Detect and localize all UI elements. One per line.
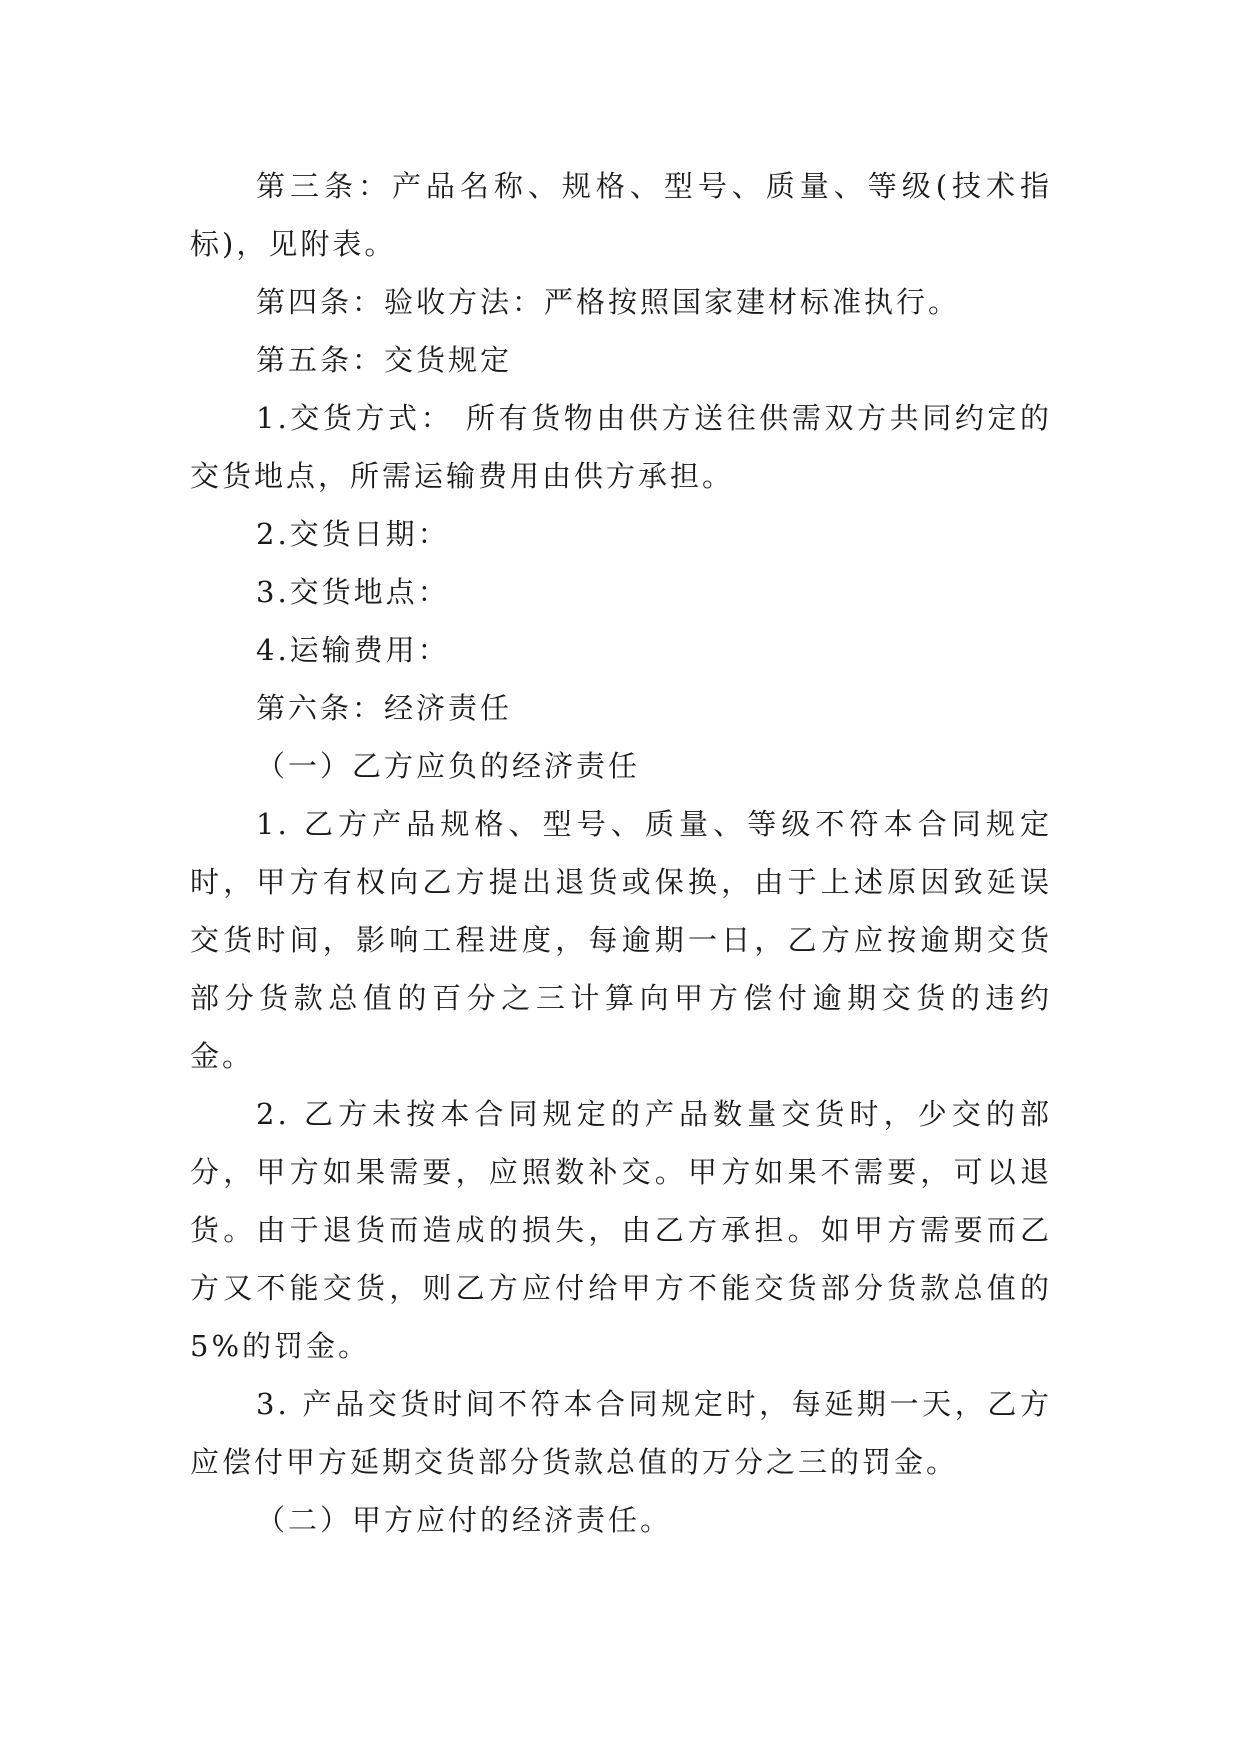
document-body — [190, 157, 1052, 1549]
delivery-date-paragraph: 2.交货日期： — [256, 517, 450, 551]
delivery-method-paragraph: 1.交货方式： 所有货物由供方送往供需双方共同约定的交货地点，所需运输费用由供方承担。 — [190, 401, 1052, 493]
transport-cost-paragraph: 4.运输费用： — [256, 633, 450, 667]
party-a-liability-heading: （二）甲方应付的经济责任。 — [256, 1503, 673, 1537]
party-b-liability-item-3: 3. 产品交货时间不符本合同规定时，每延期一天，乙方应偿付甲方延期交货部分货款总值的万分之三的罚金。 — [190, 1387, 1052, 1479]
delivery-location-paragraph: 3.交货地点： — [256, 575, 450, 609]
party-b-liability-item-2: 2. 乙方未按本合同规定的产品数量交货时，少交的部分，甲方如果需要，应照数补交。甲方如果不需要，可以退货。由于退货而造成的损失，由乙方承担。如甲方需要而乙方又不能交货，则乙方应付给甲方不能交货部分货款总值的5%的罚金。 — [190, 1097, 1052, 1363]
article-6-heading: 第六条：经济责任 — [256, 691, 513, 725]
party-b-liability-heading: （一）乙方应负的经济责任 — [256, 749, 641, 783]
article-3-paragraph: 第三条：产品名称、规格、型号、质量、等级(技术指标)，见附表。 — [190, 169, 1052, 261]
article-5-heading: 第五条：交货规定 — [256, 343, 513, 377]
article-4-paragraph: 第四条：验收方法：严格按照国家建材标准执行。 — [256, 285, 961, 319]
party-b-liability-item-1: 1. 乙方产品规格、型号、质量、等级不符本合同规定时，甲方有权向乙方提出退货或保换，由于上述原因致延误交货时间，影响工程进度，每逾期一日，乙方应按逾期交货部分货款总值的百分之三计算向甲方偿付逾期交货的违约金。 — [190, 807, 1052, 1073]
